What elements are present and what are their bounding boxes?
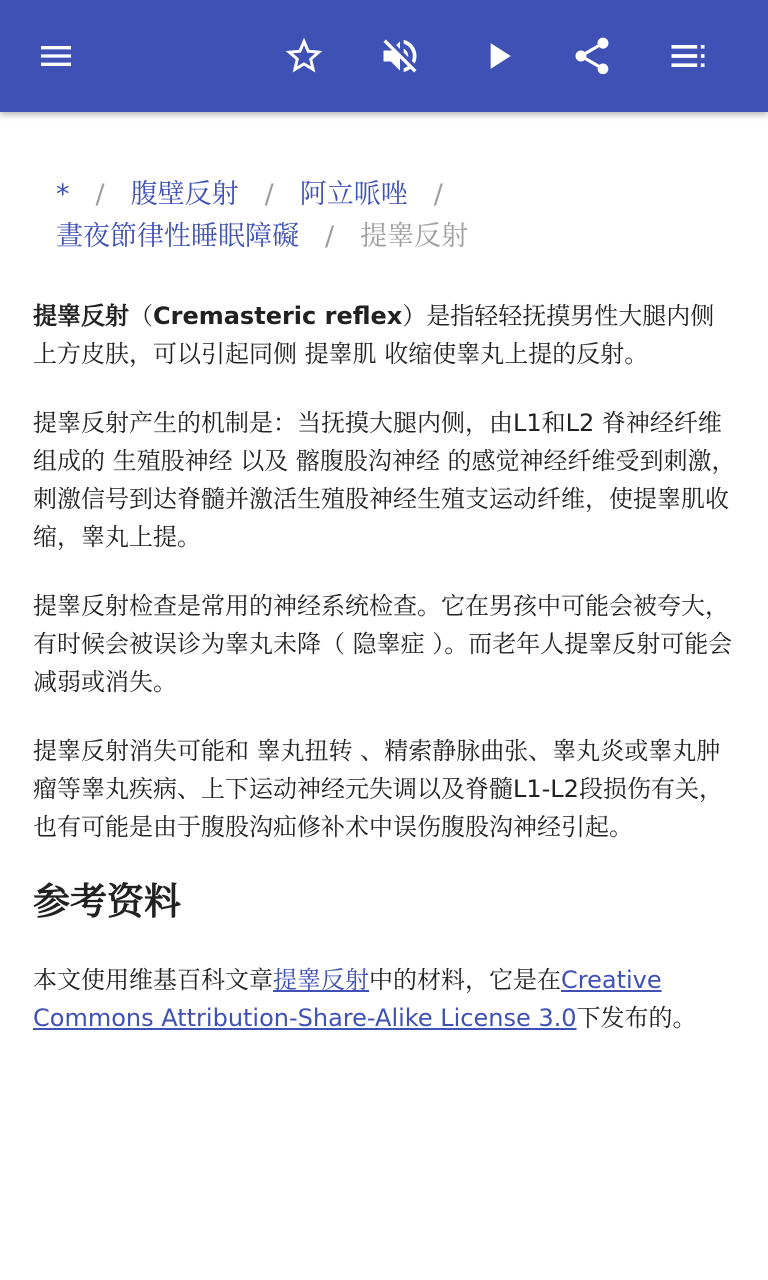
play-button[interactable] — [464, 22, 532, 90]
mute-button[interactable] — [366, 22, 434, 90]
share-button[interactable] — [558, 22, 626, 90]
contents-button[interactable] — [654, 22, 722, 90]
source-article-link[interactable]: 提睾反射 — [273, 966, 369, 994]
license-prefix: 本文使用维基百科文章 — [33, 966, 273, 994]
license-middle: 中的材料，它是在 — [369, 966, 561, 994]
license-suffix: 下发布的。 — [576, 1004, 697, 1032]
favorite-button[interactable] — [270, 22, 338, 90]
license-notice — [33, 961, 738, 1037]
breadcrumb-separator: / — [95, 179, 105, 210]
article-paragraph-mechanism: 提睾反射产生的机制是：当抚摸大腿内侧，由L1和L2 脊神经纤维组成的 生殖股神经 以及 髂腹股沟神经 的感觉神经纤维受到刺激，刺激信号到达脊髓并激活生殖股神经生殖支运动纤维，使提睾肌收缩，睾丸上提。 — [33, 409, 736, 551]
article-paragraph-intro — [33, 297, 738, 373]
playlist-icon — [666, 34, 710, 78]
article-english-term: Cremasteric reflex — [153, 302, 403, 330]
star-outline-icon — [282, 34, 326, 78]
play-icon — [476, 34, 520, 78]
article-body — [33, 297, 738, 1068]
hamburger-menu-icon — [36, 36, 76, 76]
breadcrumb-separator: / — [264, 179, 274, 210]
volume-off-icon — [378, 34, 422, 78]
breadcrumb-item-circadian-rhythm-sleep-disorder[interactable]: 晝夜節律性睡眠障礙 — [56, 221, 299, 252]
breadcrumb-current: 提睾反射 — [360, 221, 469, 252]
app-toolbar — [0, 0, 768, 112]
references-heading: 参考资料 — [33, 880, 181, 923]
breadcrumb-item-abdominal-reflex[interactable]: 腹壁反射 — [130, 179, 239, 210]
article-bold-term: 提睾反射 — [33, 302, 129, 330]
article-paragraph-examination: 提睾反射检查是常用的神经系统检查。它在男孩中可能会被夸大，有时候会被误诊为睾丸未降（ 隐睾症 ）。而老年人提睾反射可能会减弱或消失。 — [33, 592, 733, 696]
article-intro-text: 是指轻轻抚摸男性大腿内侧上方皮肤，可以引起同侧 提睾肌 收缩使睾丸上提的反射。 — [33, 302, 715, 368]
breadcrumb-separator: / — [325, 221, 335, 252]
license-link[interactable]: Creative Commons Attribution-Share-Alike License 3.0 — [33, 966, 662, 1032]
menu-button[interactable] — [22, 22, 90, 90]
paren-close: ） — [402, 302, 427, 330]
article-paragraph-absence: 提睾反射消失可能和 睾丸扭转 、精索静脉曲张、睾丸炎或睾丸肿瘤等睾丸疾病、上下运动神经元失调以及脊髓L1-L2段损伤有关，也有可能是由于腹股沟疝修补术中误伤腹股沟神经引起。 — [33, 737, 723, 841]
breadcrumb-item-root[interactable]: * — [56, 179, 70, 210]
share-icon — [570, 34, 614, 78]
breadcrumb-item-aripiprazole[interactable]: 阿立哌唑 — [299, 179, 408, 210]
paren-open: （ — [129, 302, 153, 330]
breadcrumb — [56, 174, 736, 258]
page-content — [0, 112, 768, 1280]
breadcrumb-separator: / — [433, 179, 443, 210]
